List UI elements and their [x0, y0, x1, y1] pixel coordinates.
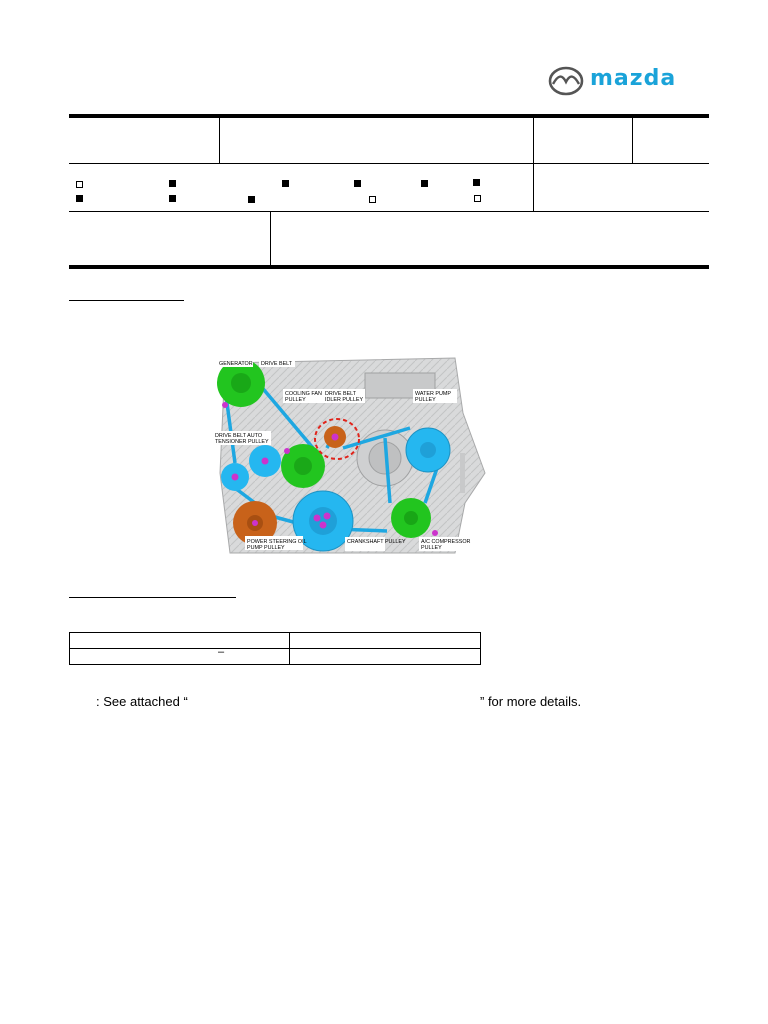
header-bottom-rule — [69, 265, 709, 269]
header-divider-4 — [270, 212, 271, 266]
drive-belt-diagram — [215, 353, 471, 555]
label-tensioner — [215, 433, 269, 445]
label-line-2: PUMP PULLEY — [247, 545, 285, 551]
label-tensioner-text: DRIVE BELT AUTO — [215, 433, 263, 439]
mazda-wing-emblem-icon — [548, 65, 584, 97]
brand-name: mazda — [590, 66, 677, 91]
bolt-marker — [332, 434, 339, 441]
note-suffix: ” for more details. — [480, 694, 582, 709]
bolt-marker — [222, 402, 228, 408]
label-line-2: PULLEY — [285, 397, 306, 403]
checkbox[interactable] — [76, 195, 83, 202]
bolt-marker — [232, 474, 239, 481]
checkbox[interactable] — [76, 181, 83, 188]
table-row — [70, 633, 481, 649]
checkbox[interactable] — [369, 196, 376, 203]
section-heading-underline — [69, 597, 236, 598]
label-line-2: TENSIONER PULLEY — [215, 439, 269, 445]
bolt-marker — [314, 515, 321, 522]
label-line-2: PULLEY — [415, 397, 436, 403]
note-prefix: : See attached “ — [96, 694, 188, 709]
bolt-marker — [320, 522, 327, 529]
bolt-marker — [252, 520, 258, 526]
header-top-rule — [69, 114, 709, 118]
label-line-2: PULLEY — [421, 545, 442, 551]
checkbox[interactable] — [421, 180, 428, 187]
checkbox[interactable] — [169, 180, 176, 187]
water-pump-pulley — [406, 428, 450, 472]
label-drive-belt: DRIVE BELT — [261, 361, 293, 367]
label-cooling-fan-text: COOLING FAN — [285, 391, 322, 397]
checkbox[interactable] — [473, 179, 480, 186]
table-cell — [70, 646, 290, 665]
checkbox[interactable] — [474, 195, 481, 202]
bolt-marker — [284, 448, 290, 454]
table-cell — [290, 649, 481, 665]
engine-part — [460, 453, 465, 493]
checkbox[interactable] — [248, 196, 255, 203]
dash-mark: – — [218, 646, 225, 658]
label-generator: GENERATOR — [219, 361, 253, 367]
bolt-marker — [432, 530, 438, 536]
header-divider-3 — [632, 118, 633, 164]
checkbox[interactable] — [282, 180, 289, 187]
header-divider-2 — [533, 118, 534, 212]
table-row — [70, 649, 481, 665]
header-divider-1 — [219, 118, 220, 164]
label-idler-text: DRIVE BELT — [325, 391, 357, 397]
label-crankshaft-text: CRANKSHAFT PULLEY — [347, 539, 406, 545]
label-power-steering-text: POWER STEERING OIL — [247, 539, 307, 545]
mazda-logo — [548, 64, 688, 98]
bolt-marker — [324, 513, 331, 520]
header-row-rule-2 — [69, 211, 709, 212]
table-cell — [70, 633, 290, 649]
bolt-marker — [262, 458, 269, 465]
table-cell — [290, 633, 481, 649]
cooling-fan-pulley — [281, 444, 325, 488]
checkbox[interactable] — [169, 195, 176, 202]
checkbox[interactable] — [354, 180, 361, 187]
section-heading-underline — [69, 300, 184, 301]
label-crankshaft — [347, 539, 406, 545]
label-line-2: IDLER PULLEY — [325, 397, 364, 403]
header-row-rule-1 — [69, 163, 709, 164]
label-ac-compressor-text: A/C COMPRESSOR — [421, 539, 471, 545]
label-water-pump-text: WATER PUMP — [415, 391, 451, 397]
spec-table — [69, 632, 481, 665]
